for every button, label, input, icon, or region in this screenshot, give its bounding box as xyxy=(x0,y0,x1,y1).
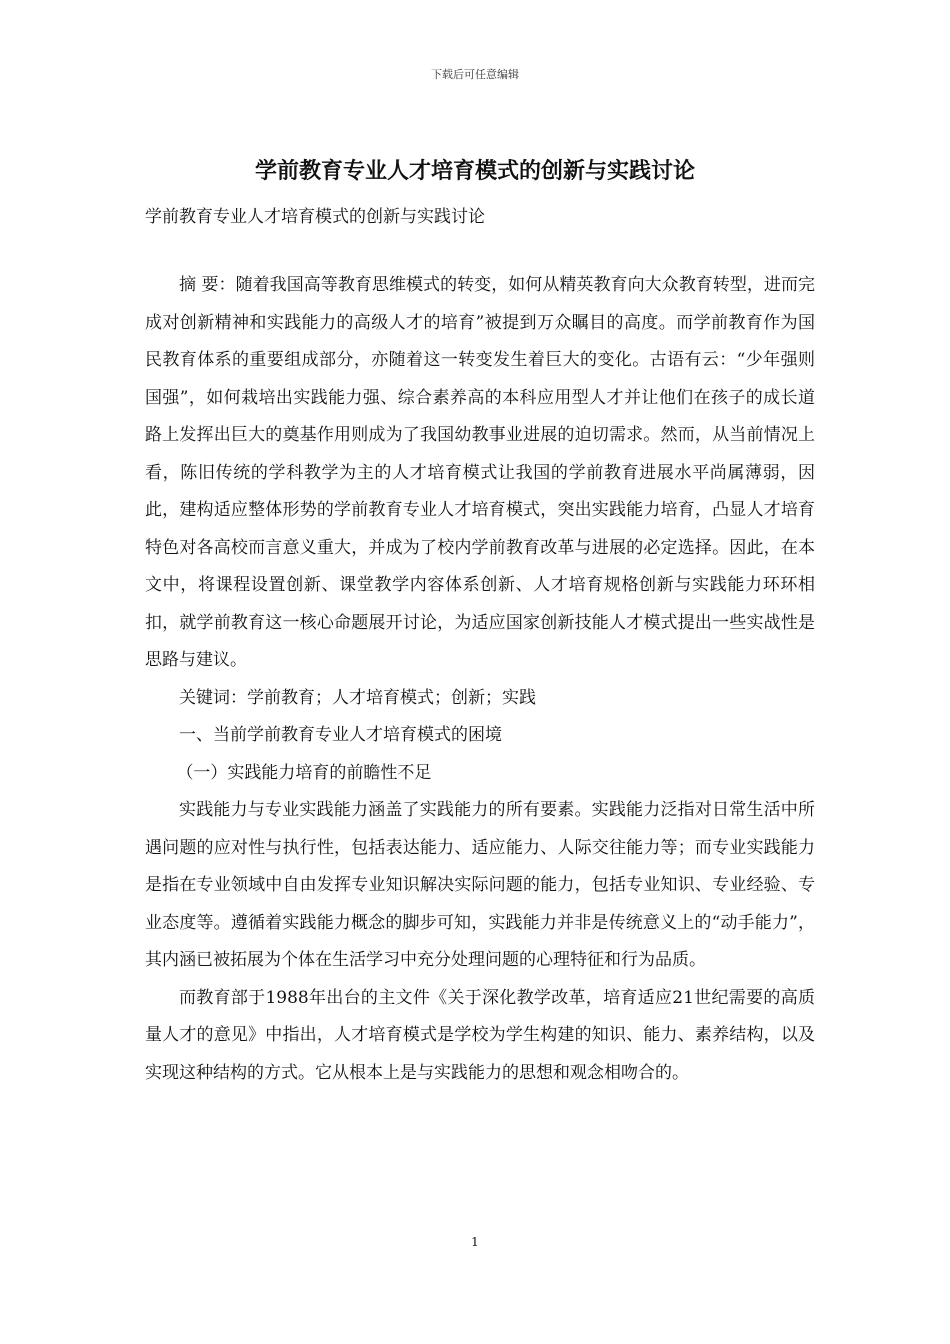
body-paragraph: 而教育部于1988年出台的主文件《关于深化教学改革，培育适应21世纪需要的高质量人才的意见》中指出，人才培育模式是学校为学生构建的知识、能力、素养结构，以及实现这种结构的方式。它从根本上是与实践能力的思想和观念相吻合的。 xyxy=(145,987,815,1083)
document-body xyxy=(145,267,815,1092)
subsection-heading: （一）实践能力培育的前瞻性不足 xyxy=(176,762,432,783)
header-note: 下载后可任意编辑 xyxy=(431,68,519,81)
body-paragraph: 实践能力与专业实践能力涵盖了实践能力的所有要素。实践能力泛指对日常生活中所遇问题的应对性与执行性，包括表达能力、适应能力、人际交往能力等；而专业实践能力是指在专业领域中自由发挥专业知识解决实际问题的能力，包括专业知识、专业经验、专业态度等。遵循着实践能力概念的脚步可知，实践能力并非是传统意义上的“动手能力”，其内涵已被拓展为个体在生活学习中充分处理问题的心理特征和行为品质。 xyxy=(145,800,815,970)
keywords-paragraph: 关键词：学前教育；人才培育模式；创新；实践 xyxy=(179,687,536,708)
document-title: 学前教育专业人才培育模式的创新与实践讨论 xyxy=(254,159,695,184)
document-subtitle: 学前教育专业人才培育模式的创新与实践讨论 xyxy=(145,207,485,227)
abstract-paragraph: 摘 要：随着我国高等教育思维模式的转变，如何从精英教育向大众教育转型，进而完成对创新精神和实践能力的高级人才的培育”被提到万众瞩目的高度。而学前教育作为国民教育体系的重要组成部分，亦随着这一转变发生着巨大的变化。古语有云：“少年强则国强”，如何栽培出实践能力强、综合素养高的本科应用型人才并让他们在孩子的成长道路上发挥出巨大的奠基作用则成为了我国幼教事业进展的迫切需求。然而，从当前情况上看，陈旧传统的学科教学为主的人才培育模式让我国的学前教育进展水平尚属薄弱，因此，建构适应整体形势的学前教育专业人才培育模式，突出实践能力培育，凸显人才培育特色对各高校而言意义重大，并成为了校内学前教育改革与进展的必定选择。因此，在本文中，将课程设置创新、课堂教学内容体系创新、人才培育规格创新与实践能力环环相扣，就学前教育这一核心命题展开讨论，为适应国家创新技能人才模式提出一些实战性是思路与建议。 xyxy=(145,275,815,670)
page-number: 1 xyxy=(471,1235,479,1249)
section-heading: 一、当前学前教育专业人才培育模式的困境 xyxy=(179,725,502,745)
